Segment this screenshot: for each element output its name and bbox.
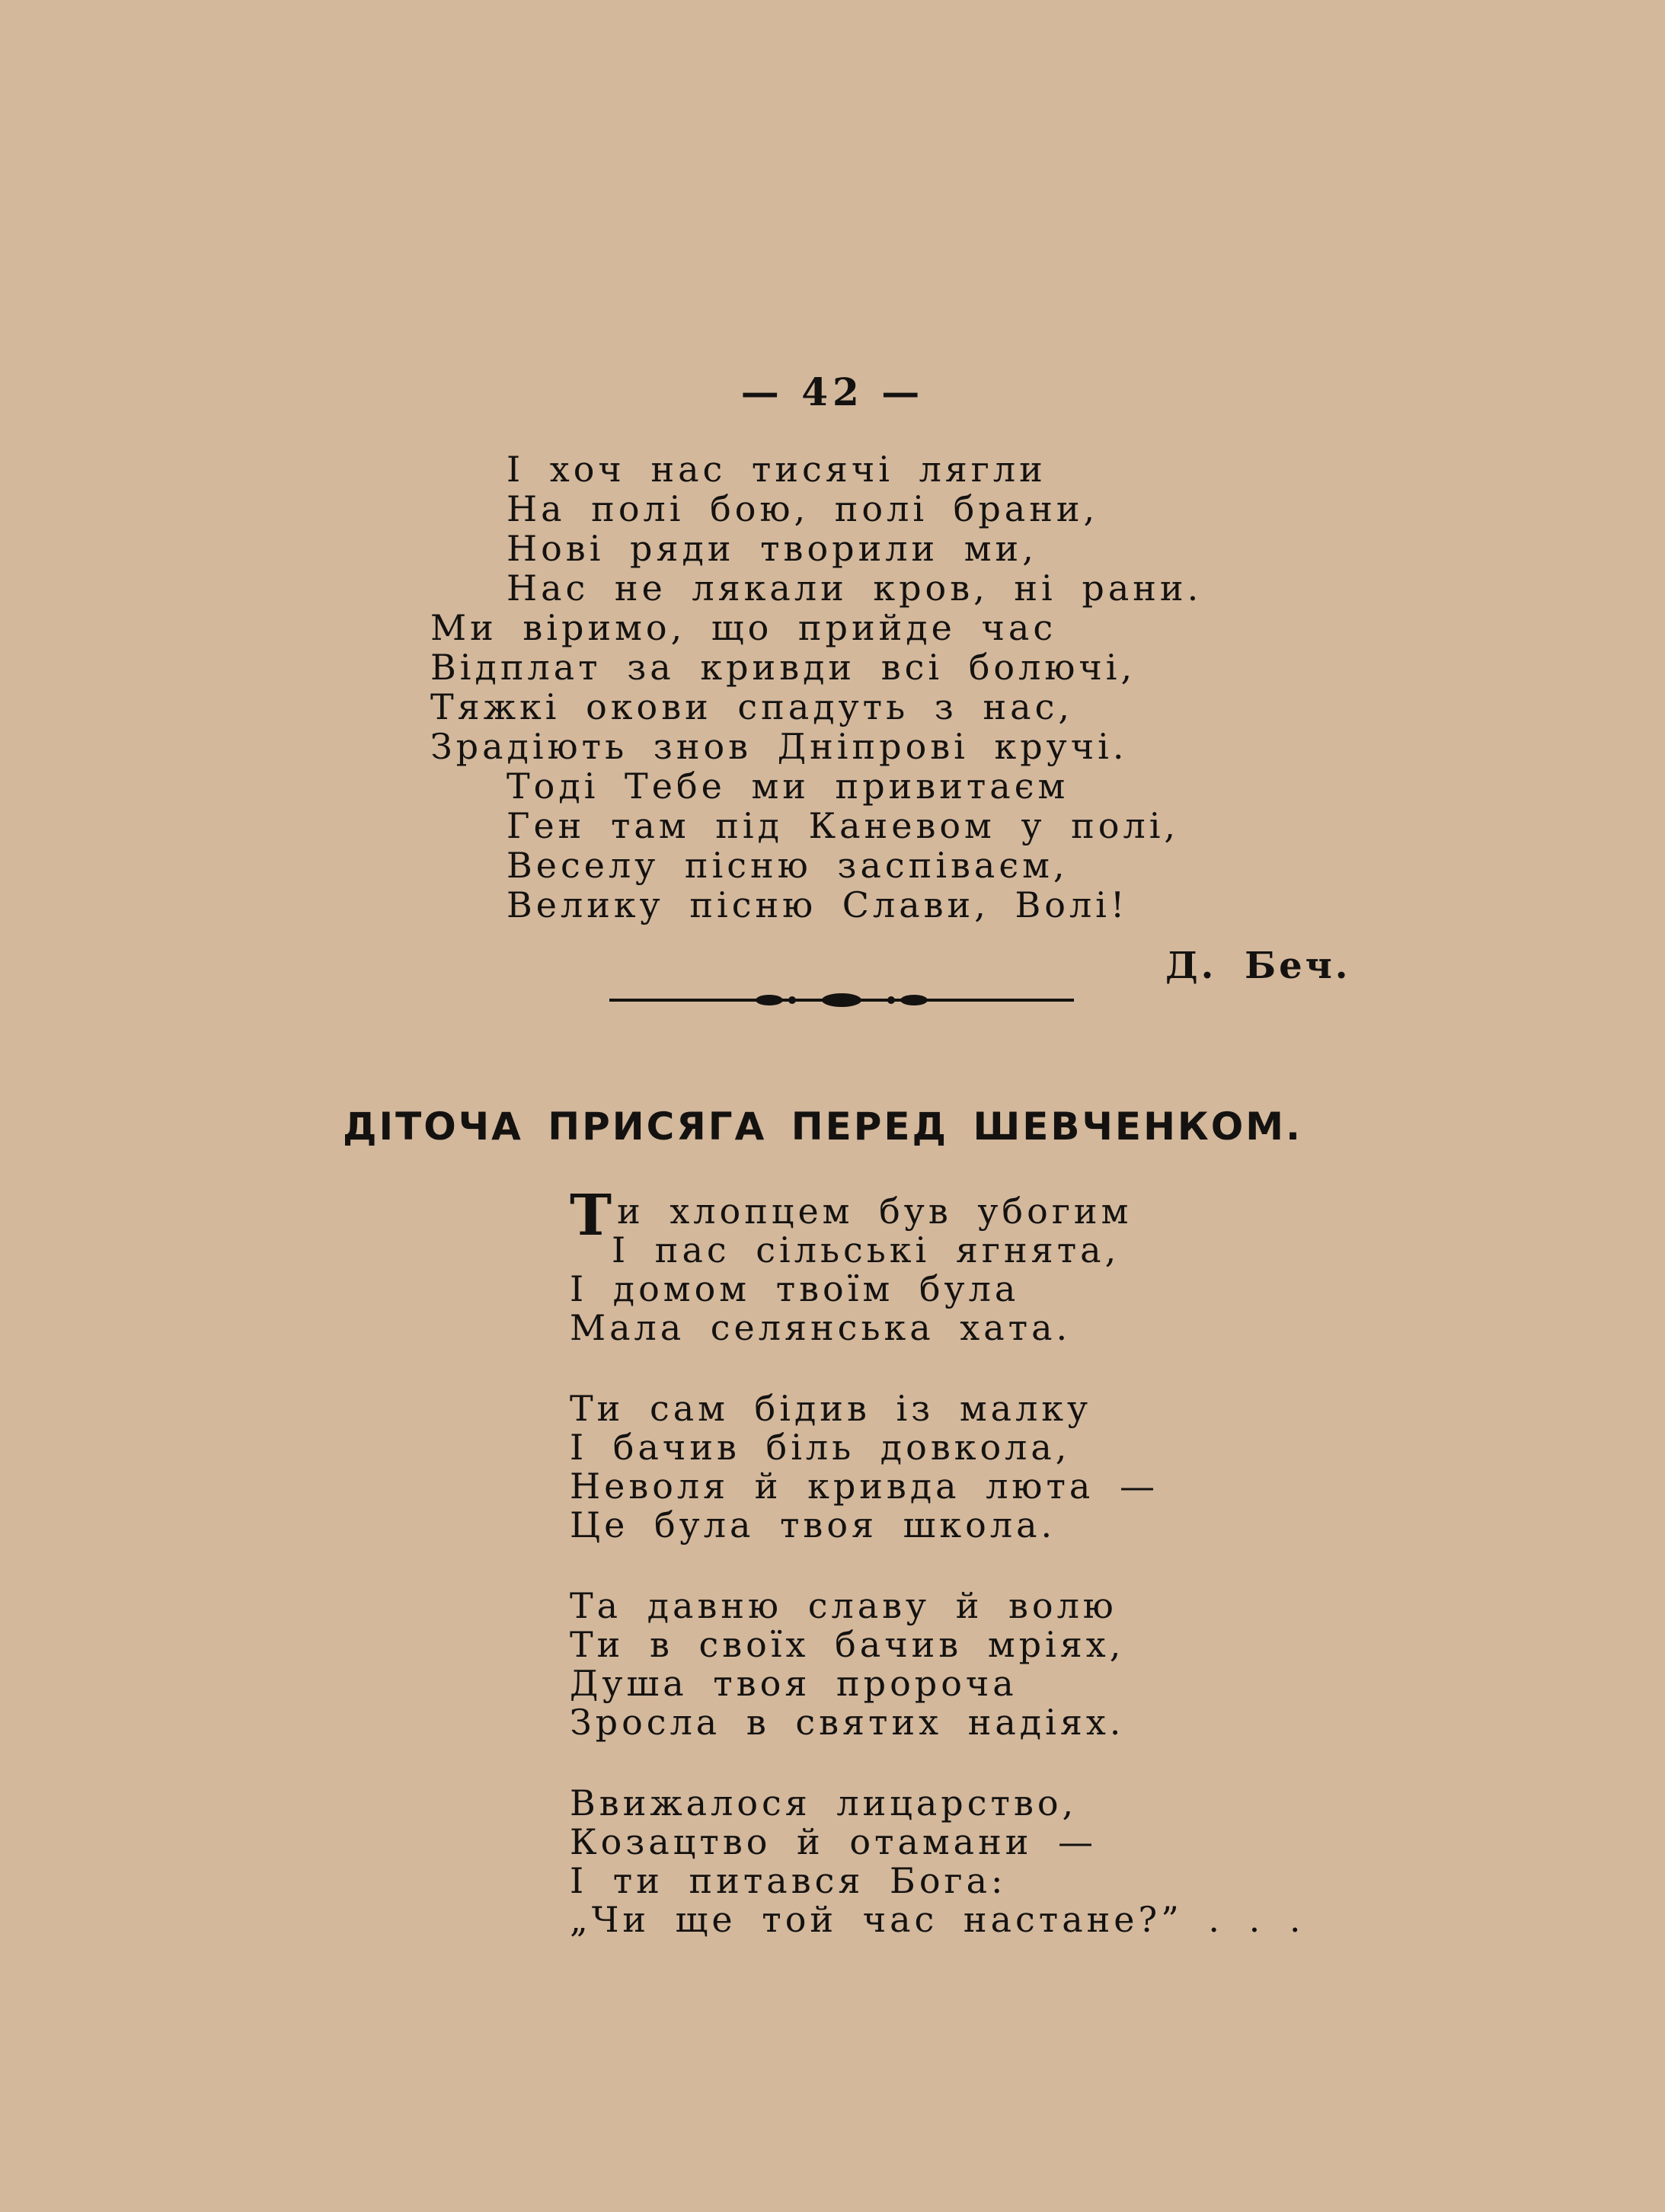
poem-1 [430,449,1344,925]
poem-line: Мала селянська хата. [570,1307,1072,1348]
poem-line: І домом твоїм була [570,1268,1020,1309]
poem-2 [570,1183,1484,1981]
poem-line: Ти в своїх бачив мріях, [570,1624,1125,1665]
ornamental-divider [609,986,1074,1014]
poem-line [570,1183,1484,1248]
poem-line: Душа твоя пророча [570,1663,1018,1704]
poem-line: Нас не лякали кров, ні рани. [507,567,1203,609]
poem-line: Ген там під Каневом у полі, [507,805,1180,846]
poem-line: На полі бою, полі брани, [507,488,1099,529]
section-title: ДІТОЧА ПРИСЯГА ПЕРЕД ШЕВЧЕНКОМ. [343,1104,1303,1149]
poem-line: Зрадіють знов Дніпрові кручі. [430,726,1128,767]
poem-line: І ти питався Бога: [570,1860,1007,1901]
poem-line: Відплат за кривди всі болючі, [430,647,1136,688]
poem-line: Ми віримо, що прийде час [430,607,1057,648]
poem-line: Ти сам бідив із малку [570,1388,1092,1429]
stanza [570,1587,1484,1742]
author-signature: Д. Беч. [1165,945,1351,987]
poem-line: Нові ряди творили ми, [507,528,1037,569]
drop-cap: Т [570,1183,616,1248]
poem-line: Тяжкі окови спадуть з нас, [430,686,1073,727]
stanza [570,1183,1484,1348]
poem-line: Тоді Тебе ми привитаєм [507,766,1069,807]
poem-line: І бачив біль довкола, [570,1427,1071,1468]
poem-line: Та давню славу й волю [570,1585,1117,1626]
poem-line: Неволя й кривда люта — [570,1466,1158,1507]
stanza [570,1389,1484,1545]
poem-line-text: и хлопцем був убогим [617,1191,1133,1232]
poem-line: І пас сільські ягнята, [612,1229,1120,1271]
poem-line: „Чи ще той час настане?” . . . [570,1899,1305,1940]
poem-line: І хоч нас тисячі лягли [507,449,1047,490]
poem-line: Це була твоя школа. [570,1504,1056,1546]
poem-line: Ввижалося лицарство, [570,1782,1078,1824]
poem-line: Козацтво й отамани — [570,1821,1098,1862]
stanza [570,1784,1484,1939]
page-number: — 42 — [740,369,925,414]
poem-line: Зросла в святих надіях. [570,1702,1125,1743]
poem-line: Веселу пісню заспіваєм, [507,845,1069,886]
poem-line: Велику пісню Слави, Волі! [507,884,1129,925]
